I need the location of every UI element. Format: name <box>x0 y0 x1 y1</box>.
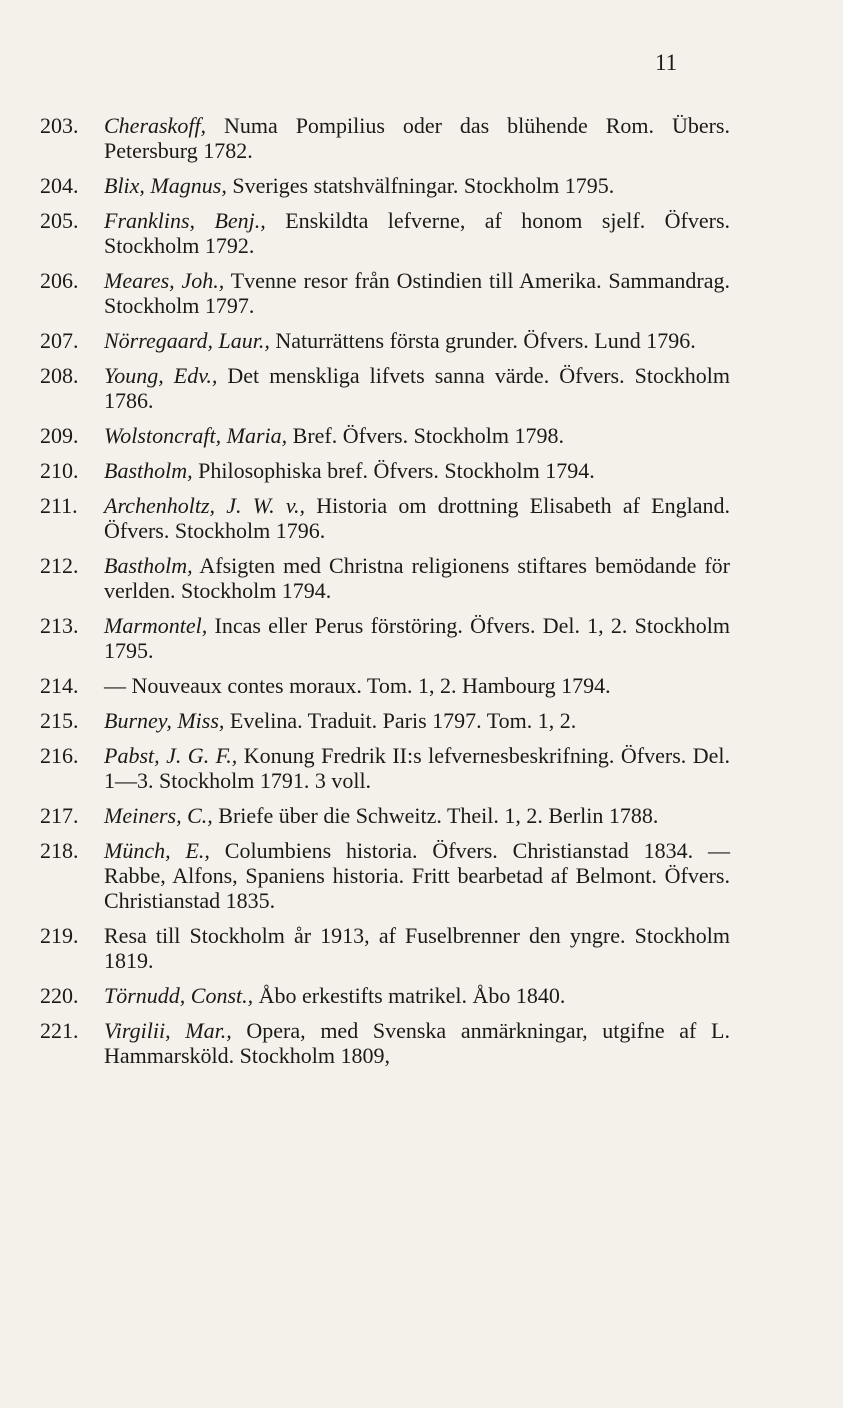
entry-text <box>104 708 730 733</box>
entry-text <box>104 803 730 828</box>
entry-text <box>104 1018 730 1068</box>
entry-text <box>104 173 730 198</box>
entry-text <box>104 328 730 353</box>
list-item <box>40 708 730 733</box>
entry-text <box>104 268 730 318</box>
entry-author: Pabst, J. G. F., <box>104 743 238 768</box>
entry-text <box>104 493 730 543</box>
entry-number: 204. <box>40 173 79 198</box>
list-item <box>40 838 730 913</box>
entry-body: Enskildta lefverne, af honom sjelf. Öfvers. Stockholm 1792. <box>104 208 731 258</box>
entry-body: Philosophiska bref. Öfvers. Stockholm 1794. <box>192 458 595 483</box>
entry-author: Münch, E., <box>104 838 210 863</box>
entry-text <box>104 423 730 448</box>
entry-author: Meares, Joh., <box>104 268 225 293</box>
entry-author: Archenholtz, J. W. v., <box>104 493 305 518</box>
entry-number: 214. <box>40 673 79 698</box>
list-item <box>40 1018 730 1068</box>
entry-number: 215. <box>40 708 79 733</box>
entry-author: Wolstoncraft, Maria, <box>104 423 288 448</box>
entry-text <box>104 983 730 1008</box>
entry-text <box>104 838 730 913</box>
list-item <box>40 923 730 973</box>
entry-author: Törnudd, Const., <box>104 983 254 1008</box>
entry-body: — Nouveaux contes moraux. Tom. 1, 2. Hambourg 1794. <box>104 673 611 698</box>
entry-body: Åbo erkestifts matrikel. Åbo 1840. <box>253 983 566 1008</box>
entry-body: Evelina. Traduit. Paris 1797. Tom. 1, 2. <box>224 708 577 733</box>
entry-author: Young, Edv., <box>104 363 218 388</box>
list-item <box>40 268 730 318</box>
entry-body: Tvenne resor från Ostindien till Amerika. Sammandrag. Stockholm 1797. <box>104 268 730 318</box>
entry-body: Det menskliga lifvets sanna värde. Öfvers. Stockholm 1786. <box>104 363 730 413</box>
entry-number: 213. <box>40 613 79 638</box>
entry-body: Historia om drottning Elisabeth af England. Öfvers. Stockholm 1796. <box>104 493 730 543</box>
entry-author: Blix, Magnus, <box>104 173 227 198</box>
list-item <box>40 423 730 448</box>
entry-body: Incas eller Perus förstöring. Öfvers. Del. 1, 2. Stockholm 1795. <box>104 613 730 663</box>
entry-text <box>104 743 730 793</box>
entry-text <box>104 553 730 603</box>
entry-number: 212. <box>40 553 79 578</box>
entry-author: Virgilii, Mar., <box>104 1018 232 1043</box>
page-number: 11 <box>655 50 678 75</box>
entry-author: Franklins, Benj., <box>104 208 266 233</box>
entry-number: 219. <box>40 923 79 948</box>
list-item <box>40 113 730 163</box>
entry-body: Naturrättens första grunder. Öfvers. Lund 1796. <box>269 328 696 353</box>
entry-body: Konung Fredrik II:s lefvernesbeskrifning. Öfvers. Del. 1—3. Stockholm 1791. 3 voll. <box>104 743 730 793</box>
entry-number: 210. <box>40 458 79 483</box>
entry-body: Columbiens historia. Öfvers. Christianstad 1834. — Rabbe, Alfons, Spaniens historia. Fritt bearbetad af Belmont. Öfvers. Christianstad 1835. <box>104 838 731 913</box>
list-item <box>40 173 730 198</box>
entry-number: 211. <box>40 493 78 518</box>
entry-number: 207. <box>40 328 79 353</box>
entry-number: 205. <box>40 208 79 233</box>
entry-text <box>104 613 730 663</box>
entry-number: 206. <box>40 268 79 293</box>
list-item <box>40 208 730 258</box>
entry-number: 217. <box>40 803 79 828</box>
entry-number: 221. <box>40 1018 79 1043</box>
entry-text <box>104 113 730 163</box>
entry-number: 216. <box>40 743 79 768</box>
entry-text <box>104 458 730 483</box>
entry-text <box>104 363 730 413</box>
list-item <box>40 743 730 793</box>
entry-number: 208. <box>40 363 79 388</box>
entry-list <box>40 113 730 1078</box>
entry-body: Afsigten med Christna religionens stiftares bemödande för verlden. Stockholm 1794. <box>104 553 730 603</box>
list-item <box>40 363 730 413</box>
entry-body: Briefe über die Schweitz. Theil. 1, 2. Berlin 1788. <box>212 803 659 828</box>
entry-text <box>104 673 730 698</box>
list-item <box>40 493 730 543</box>
entry-author: Bastholm, <box>104 553 193 578</box>
entry-author: Meiners, C., <box>104 803 213 828</box>
entry-number: 218. <box>40 838 79 863</box>
entry-author: Bastholm, <box>104 458 193 483</box>
list-item <box>40 983 730 1008</box>
list-item <box>40 553 730 603</box>
entry-text <box>104 208 730 258</box>
list-item <box>40 613 730 663</box>
entry-body: Bref. Öfvers. Stockholm 1798. <box>287 423 564 448</box>
entry-number: 203. <box>40 113 79 138</box>
entry-number: 220. <box>40 983 79 1008</box>
entry-author: Cheraskoff, <box>104 113 207 138</box>
entry-author: Marmontel, <box>104 613 208 638</box>
entry-body: Numa Pompilius oder das blühende Rom. Übers. Petersburg 1782. <box>104 113 730 163</box>
entry-number: 209. <box>40 423 79 448</box>
entry-body: Resa till Stockholm år 1913, af Fuselbrenner den yngre. Stockholm 1819. <box>104 923 730 973</box>
entry-body: Opera, med Svenska anmärkningar, utgifne af L. Hammarsköld. Stockholm 1809, <box>104 1018 730 1068</box>
entry-author: Burney, Miss, <box>104 708 225 733</box>
entry-body: Sveriges statshvälfningar. Stockholm 1795. <box>226 173 615 198</box>
list-item <box>40 803 730 828</box>
entry-author: Nörregaard, Laur., <box>104 328 270 353</box>
list-item <box>40 673 730 698</box>
entry-text <box>104 923 730 973</box>
list-item <box>40 458 730 483</box>
list-item <box>40 328 730 353</box>
